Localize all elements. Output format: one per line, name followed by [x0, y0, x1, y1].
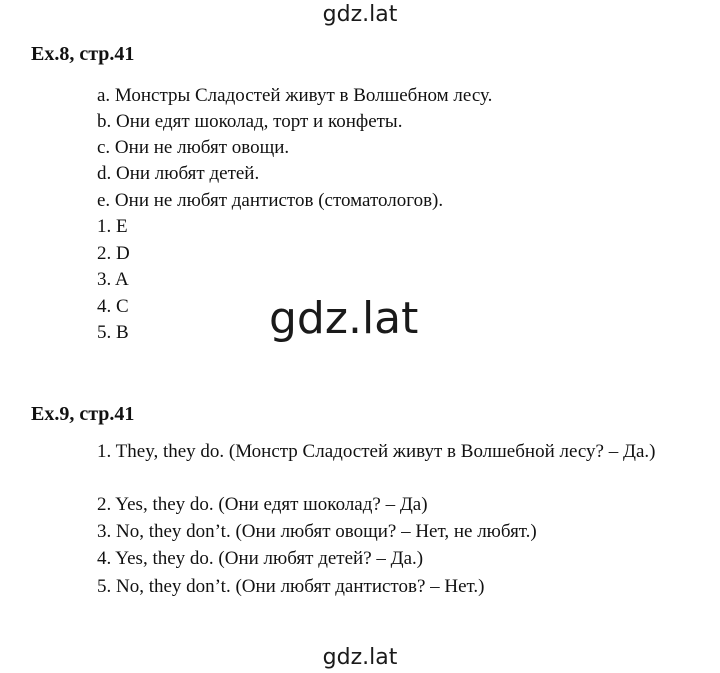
watermark-bottom: gdz.lat [322, 645, 398, 670]
ex9-item-5: 5. No, they don’t. (Они любят дантистов? – Нет.) [97, 576, 485, 597]
watermark-middle: gdz.lat [269, 293, 419, 344]
ex8-answer-5: 5. B [97, 322, 129, 343]
ex9-heading: Ex.9, стр.41 [31, 403, 135, 425]
ex8-line-b: b. Они едят шоколад, торт и конфеты. [97, 111, 403, 132]
ex9-item-4: 4. Yes, they do. (Они любят детей? – Да.) [97, 548, 424, 569]
ex9-item-1: 1. They, they do. (Монстр Сладостей живут в Волшебной лесу? – Да.) [97, 441, 656, 462]
ex9-item-2: 2. Yes, they do. (Они едят шоколад? – Да) [97, 494, 428, 515]
ex8-answer-1: 1. E [97, 216, 128, 237]
watermark-top: gdz.lat [322, 2, 398, 27]
ex9-item-3: 3. No, they don’t. (Они любят овощи? – Нет, не любят.) [97, 521, 537, 542]
ex8-line-d: d. Они любят детей. [97, 163, 260, 184]
ex8-line-a: a. Монстры Сладостей живут в Волшебном лесу. [97, 85, 493, 106]
ex8-line-c: c. Они не любят овощи. [97, 137, 290, 158]
ex8-answer-3: 3. A [97, 269, 129, 290]
ex8-heading: Ex.8, стр.41 [31, 43, 135, 65]
ex8-line-e: e. Они не любят дантистов (стоматологов). [97, 190, 444, 211]
ex8-answer-2: 2. D [97, 243, 130, 264]
ex8-answer-4: 4. C [97, 296, 129, 317]
